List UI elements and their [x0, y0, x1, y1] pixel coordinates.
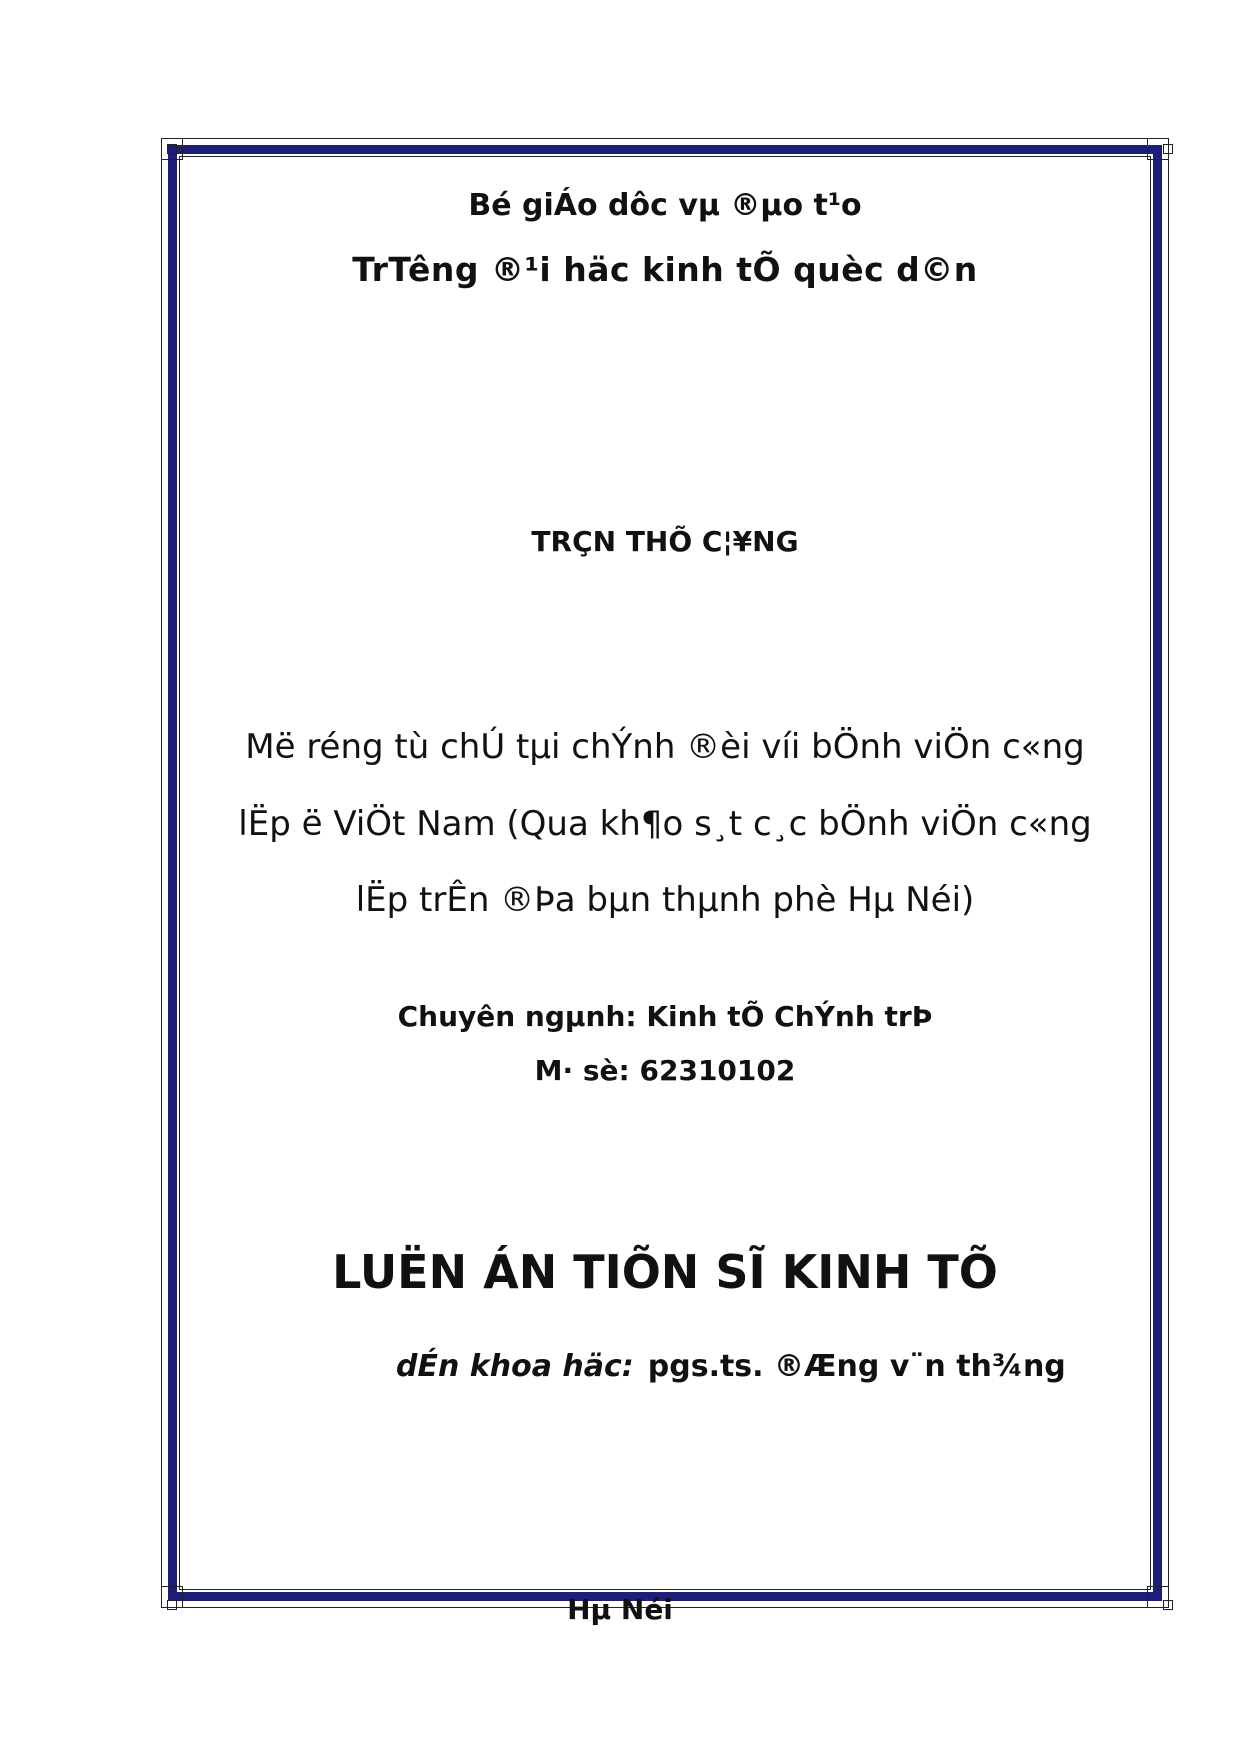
thesis-title-line-2: lËp ë ViÖt Nam (Qua kh¶o s¸t c¸c bÖnh viÖn c«ng — [238, 804, 1092, 844]
university-heading: TrTêng ®¹i häc kinh tÕ quèc d©n — [352, 250, 978, 289]
thesis-title-line-3: lËp trÊn ®Þa bµn thµnh phè Hµ Néi) — [355, 880, 975, 920]
major-field: Chuyên ngµnh: Kinh tÕ ChÝnh trÞ — [397, 1000, 933, 1033]
author-name: TRÇN THÕ C¦¥NG — [531, 525, 799, 558]
supervisor-line — [396, 1349, 1096, 1384]
supervisor-name: pgs.ts. ®Æng v¨n th¾ng — [647, 1349, 1066, 1384]
supervisor-label: dÉn khoa häc: — [396, 1349, 634, 1384]
thesis-title-line-1: Më réng tù chÚ tµi chÝnh ®èi víi bÖnh viÖn c«ng — [245, 727, 1085, 767]
city-location: Hµ Néi — [567, 1593, 673, 1626]
frame-corner-inner-top-right — [1163, 144, 1173, 154]
ministry-heading: Bé giÁo dôc vµ ®µo t¹o — [468, 188, 862, 223]
frame-corner-inner-bottom-right — [1163, 1600, 1173, 1610]
frame-corner-inner-bottom-left — [167, 1600, 177, 1610]
degree-title: LUËN ÁN TIÕN SĨ KINH TÕ — [332, 1245, 998, 1299]
frame-corner-inner-top-left — [167, 144, 177, 154]
major-code: M· sè: 62310102 — [534, 1054, 796, 1087]
